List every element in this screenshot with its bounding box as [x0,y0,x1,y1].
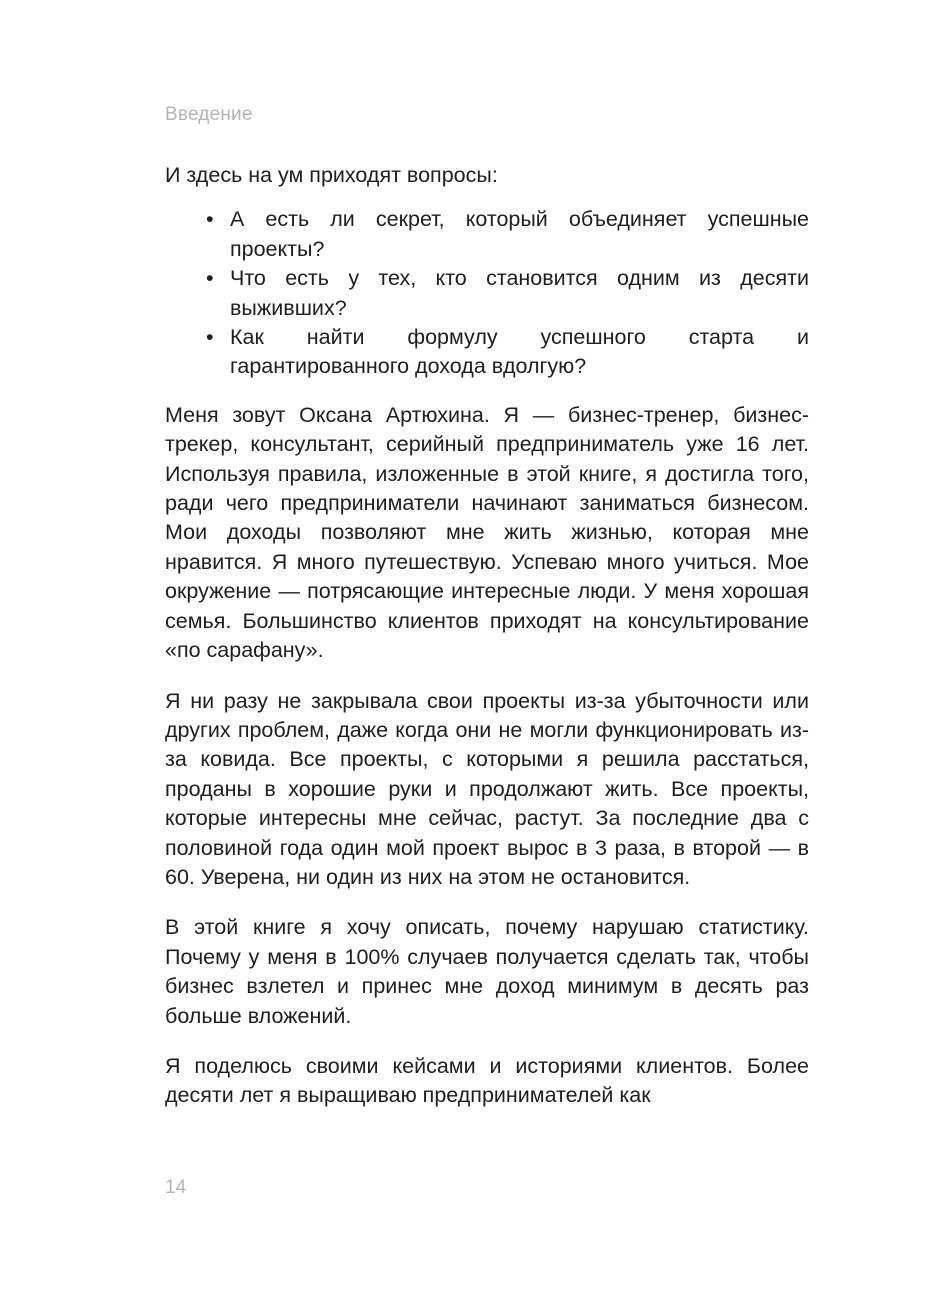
paragraph-book-purpose: В этой книге я хочу описать, почему нарушаю статистику. Почему у меня в 100% случаев получается сделать так, чтобы бизнес взлетел и принес мне доход минимум в десять раз больше вложений. [165,915,809,1028]
bullet-icon: • [206,325,214,350]
bullet-icon: • [206,266,214,291]
list-item-text: Как найти формулу успешного старта и гарантированного дохода вдолгую? [230,325,809,379]
page-number: 14 [165,1177,187,1198]
list-item [206,323,809,382]
list-item-text: Что есть у тех, кто становится одним из десяти выживших? [230,266,809,320]
running-header: Введение [165,104,253,125]
body-text [165,161,809,1132]
paragraph-cases: Я поделюсь своими кейсами и историями клиентов. Более десяти лет я выращиваю предпринимателей как [165,1053,809,1108]
question-list [165,205,809,381]
intro-paragraph: И здесь на ум приходят вопросы: [165,163,498,187]
list-item [206,264,809,323]
list-item [206,205,809,264]
bullet-icon: • [206,207,214,232]
paragraph-author-intro: Меня зовут Оксана Артюхина. Я — бизнес-тренер, бизнес-трекер, консультант, серийный предприниматель уже 16 лет. Используя правила, изложенные в этой книге, я достигла того, ради чего предприниматели начинают заниматься бизнесом. Мои доходы позволяют мне жить жизнью, которая мне нравится. Я много путешествую. Успеваю много учиться. Мое окружение — потрясающие интересные люди. У меня хорошая семья. Большинство клиентов приходят на консультирование «по сарафану». [165,402,809,663]
list-item-text: А есть ли секрет, который объединяет успешные проекты? [230,207,809,261]
paragraph-projects: Я ни разу не закрывала свои проекты из-за убыточности или других проблем, даже когда они не могли функционировать из-за ковида. Все проекты, с которыми я решила расстаться, проданы в хорошие руки и продолжают жить. Все проекты, которые интересны мне сейчас, растут. За последние два с половиной года один мой проект вырос в 3 раза, в второй — в 60. Уверена, ни один из них на этом не остановится. [165,688,809,889]
